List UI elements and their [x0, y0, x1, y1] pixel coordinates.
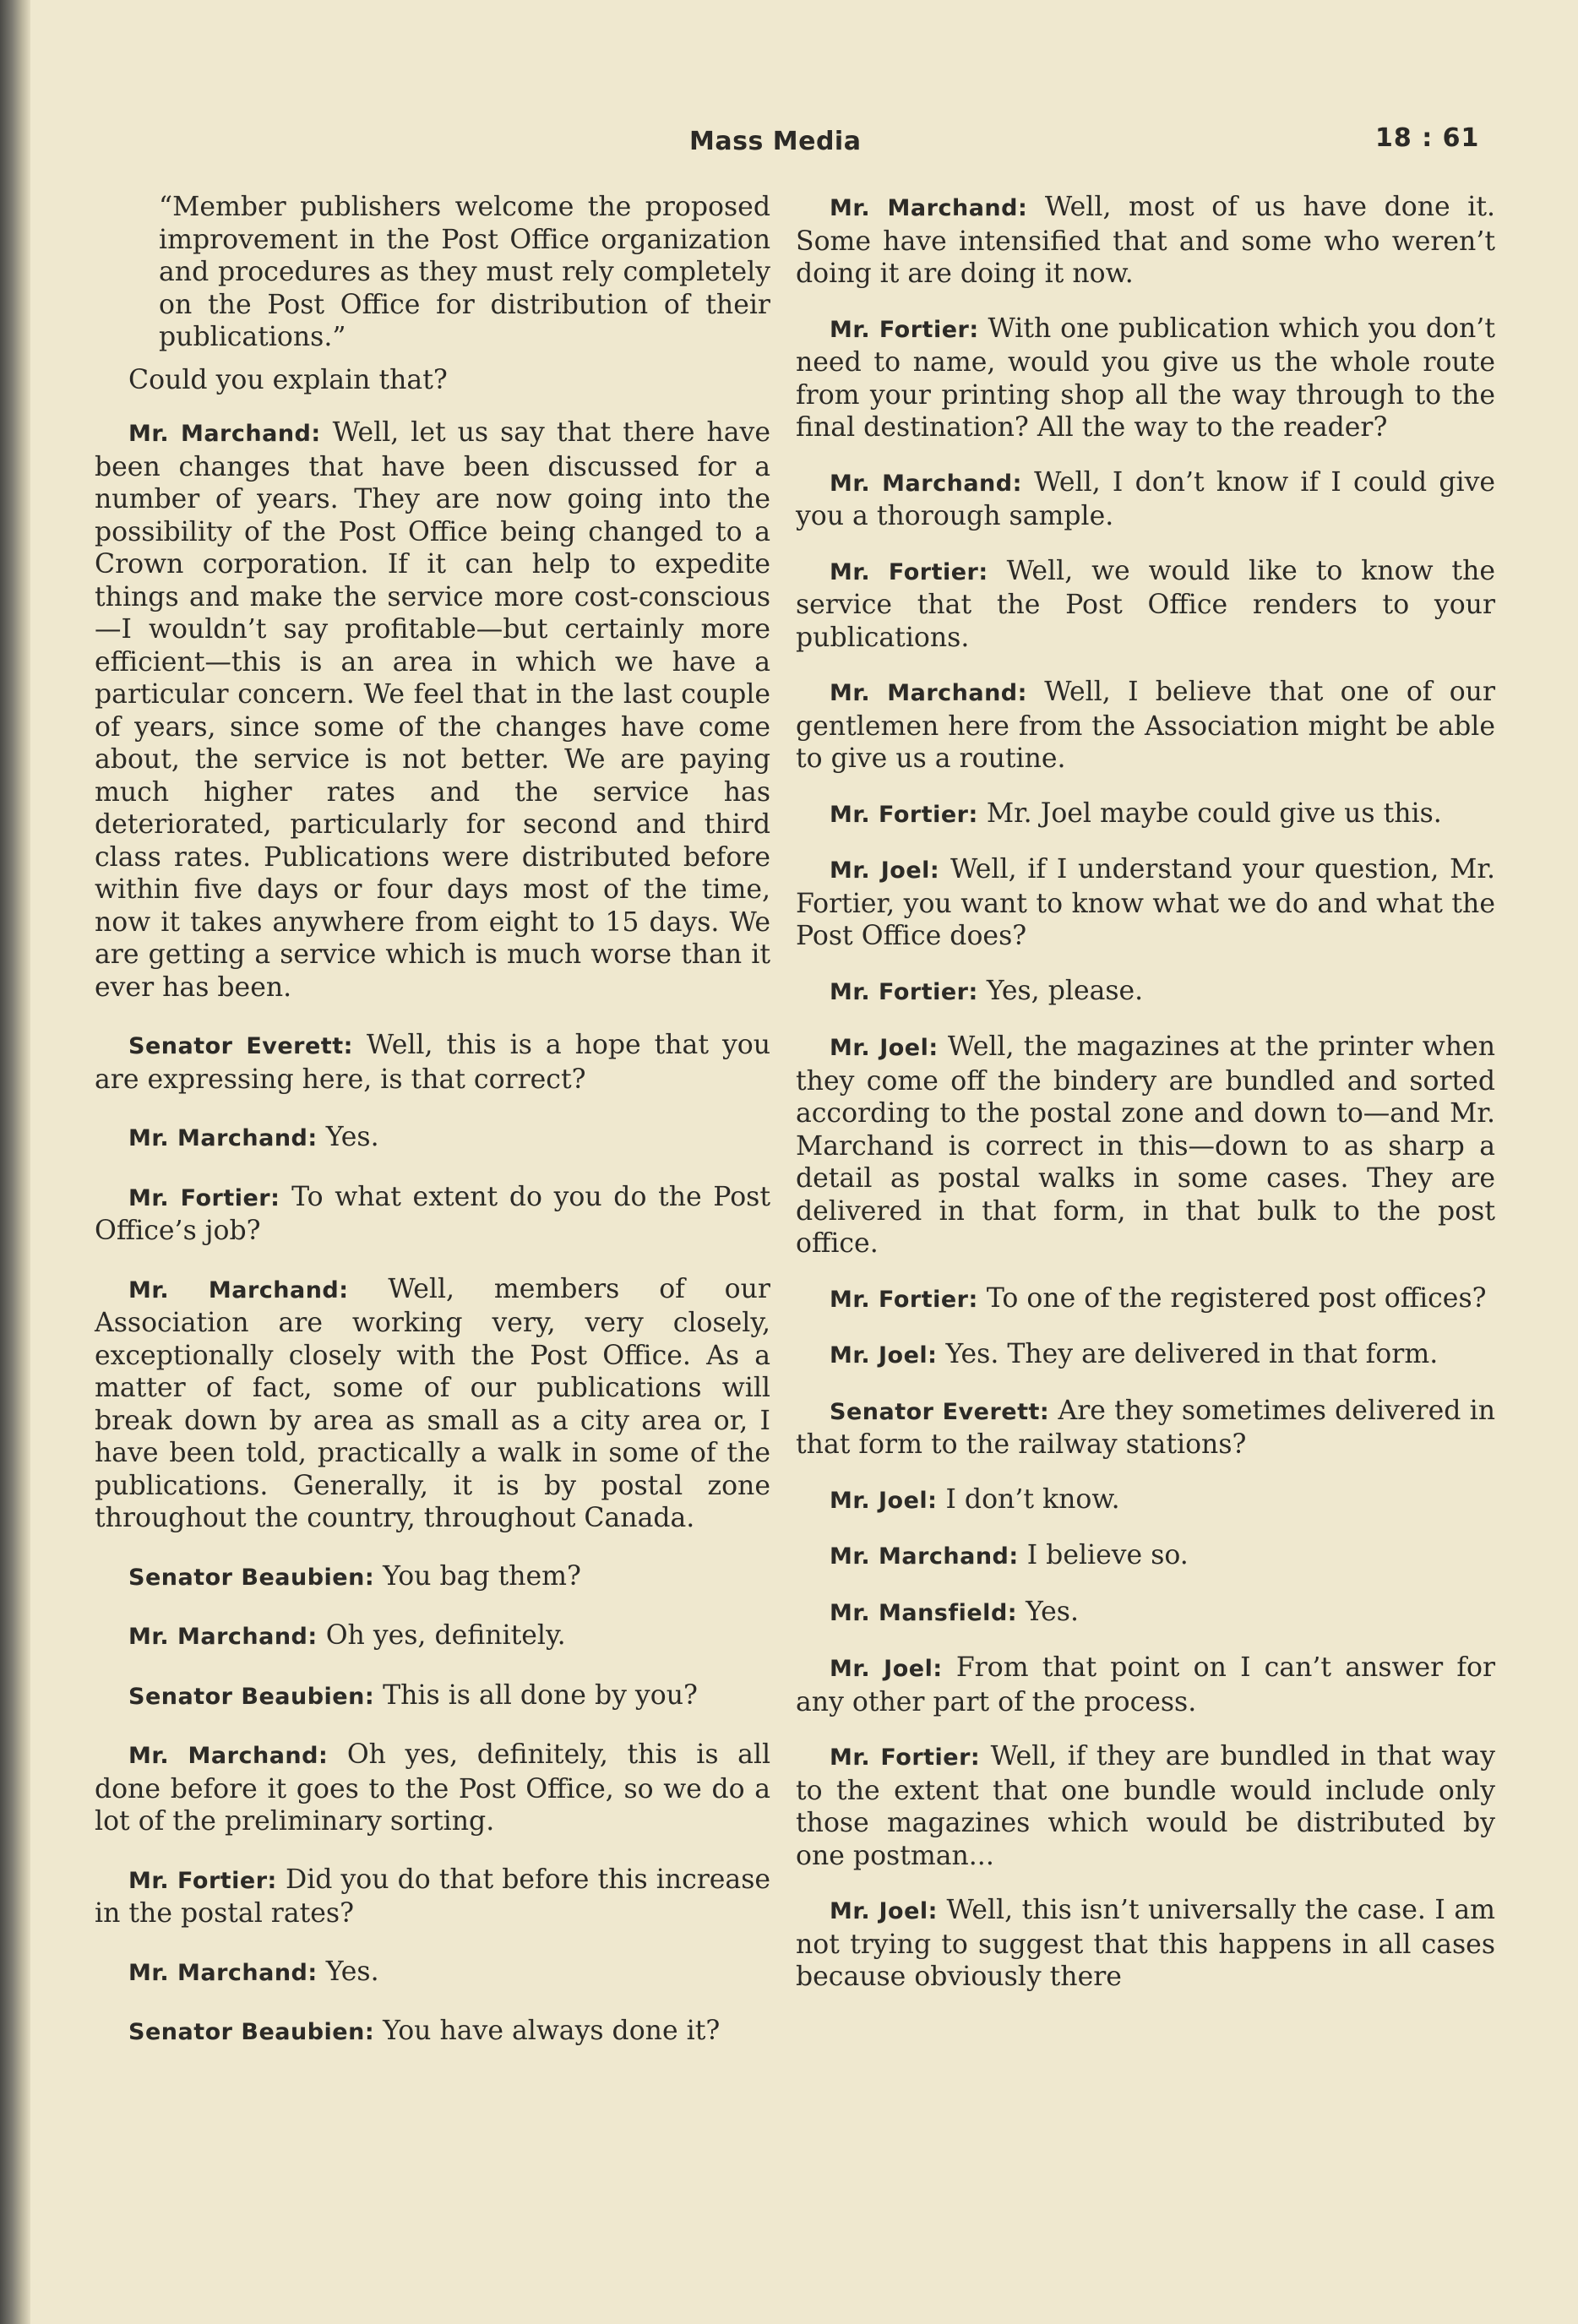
- speaker-name: Mr. Fortier:: [830, 316, 979, 343]
- transcript-paragraph: [796, 1483, 1495, 1518]
- speaker-name: Senator Everett:: [830, 1398, 1050, 1425]
- transcript-paragraph: [796, 555, 1495, 655]
- transcript-paragraph: [796, 797, 1495, 832]
- speaker-name: Mr. Marchand:: [830, 1543, 1019, 1570]
- speaker-name: Senator Beaubien:: [128, 1564, 375, 1591]
- transcript-paragraph: [796, 1282, 1495, 1317]
- transcript-paragraph: [796, 1894, 1495, 1994]
- speech-text: To what extent do you do the Post Office’s job?: [95, 1181, 770, 1246]
- speech-text: To one of the registered post offices?: [986, 1282, 1487, 1314]
- transcript-paragraph: [796, 1395, 1495, 1461]
- speaker-name: Mr. Marchand:: [830, 470, 1022, 497]
- speaker-name: Mr. Marchand:: [128, 1276, 349, 1304]
- speaker-name: Mr. Fortier:: [830, 801, 978, 828]
- passage-text: Could you explain that?: [128, 364, 448, 395]
- page-binding-shadow: [0, 0, 30, 2324]
- speaker-name: Senator Everett:: [128, 1033, 353, 1059]
- speaker-name: Mr. Joel:: [830, 1487, 938, 1514]
- speech-text: Yes.: [1026, 1596, 1079, 1627]
- speaker-name: Mr. Mansfield:: [830, 1599, 1018, 1626]
- speech-text: Yes.: [325, 1122, 379, 1152]
- transcript-paragraph: [95, 1029, 770, 1096]
- speaker-name: Mr. Marchand:: [128, 1743, 329, 1769]
- transcript-paragraph: [796, 466, 1495, 533]
- transcript-paragraph: [95, 1679, 770, 1714]
- speech-text: Well, this isn’t universally the case. I am not trying to suggest that this happens in all cases because obviously there: [796, 1895, 1495, 1992]
- transcript-paragraph: [796, 975, 1495, 1010]
- transcript-paragraph: [796, 191, 1495, 291]
- speaker-name: Mr. Marchand:: [128, 421, 321, 447]
- transcript-paragraph: [95, 1956, 770, 1990]
- speech-text: Yes, please.: [986, 975, 1144, 1006]
- speech-text: I don’t know.: [945, 1483, 1120, 1515]
- speaker-name: Mr. Fortier:: [128, 1867, 277, 1894]
- speaker-name: Mr. Fortier:: [830, 558, 988, 585]
- transcript-paragraph: [95, 1619, 770, 1654]
- transcript-paragraph: [796, 1652, 1495, 1718]
- speaker-name: Mr. Marchand:: [830, 680, 1027, 706]
- transcript-paragraph: [95, 416, 770, 1004]
- transcript-paragraph: [95, 1121, 770, 1156]
- speech-text: Yes. They are delivered in that form.: [945, 1339, 1439, 1369]
- speech-text: Well, the magazines at the printer when they come off the bindery are bundled and sorted according to the postal zone and down to—and Mr. Marchand is correct in this—down to as sharp a detail as postal walks in some cases. They are delivered in that form, in that bulk to the post office.: [796, 1031, 1495, 1259]
- speaker-name: Mr. Marchand:: [128, 1624, 318, 1650]
- speaker-name: Senator Beaubien:: [128, 2019, 375, 2045]
- transcript-paragraph: [796, 1539, 1495, 1574]
- speech-text: Well, I believe that one of our gentlemen here from the Association might be able to give us a routine.: [796, 677, 1496, 774]
- speech-text: Well, I don’t know if I could give you a thorough sample.: [796, 466, 1496, 531]
- transcript-paragraph: [95, 1864, 770, 1930]
- transcript-paragraph: [95, 1181, 770, 1248]
- speech-text: This is all done by you?: [383, 1679, 698, 1711]
- page-number: 18 : 61: [1375, 123, 1480, 153]
- speech-text: Yes.: [325, 1956, 379, 1987]
- running-title: Mass Media: [689, 127, 862, 156]
- speech-text: Well, we would like to know the service that the Post Office renders to your publications.: [796, 555, 1496, 653]
- speech-text: Oh yes, definitely.: [325, 1620, 566, 1651]
- speech-text: Did you do that before this increase in the postal rates?: [95, 1864, 771, 1929]
- page-header: [0, 117, 1578, 167]
- speaker-name: Mr. Joel:: [830, 1898, 938, 1924]
- speech-text: You have always done it?: [383, 2016, 721, 2046]
- left-column: [95, 191, 770, 2075]
- passage-text: “Member publishers welcome the proposed improvement in the Post Office organization and procedures as they must rely completely on the Post Office for distribution of their publications.”: [159, 192, 770, 352]
- speech-text: Well, if they are bundled in that way to the extent that one bundle would include only those magazines which would be distributed by one postman...: [796, 1741, 1495, 1871]
- speech-text: Mr. Joel maybe could give us this.: [986, 797, 1442, 829]
- transcript-paragraph: [796, 853, 1495, 953]
- speaker-name: Mr. Fortier:: [830, 1286, 978, 1313]
- speaker-name: Mr. Joel:: [830, 1656, 943, 1682]
- speaker-name: Mr. Marchand:: [128, 1959, 318, 1986]
- speaker-name: Senator Beaubien:: [128, 1683, 375, 1710]
- speaker-name: Mr. Fortier:: [830, 1744, 981, 1771]
- transcript-paragraph: [95, 1739, 770, 1838]
- transcript-paragraph: [796, 1740, 1495, 1872]
- transcript-paragraph: [796, 676, 1495, 776]
- speech-text: From that point on I can’t answer for any other part of the process.: [796, 1652, 1496, 1717]
- speaker-name: Mr. Fortier:: [830, 978, 978, 1005]
- speech-text: Well, let us say that there have been changes that have been discussed for a number of years. They are now going into the possibility of the Post Office being changed to a Crown corporation. If it can help to expedite things and make the service more cost-conscious—I wouldn’t say profitable—but certainly more efficient—this is an area in which we have a particular concern. We feel that in the last couple of years, since some of the changes have come about, the service is not better. We are paying much higher rates and the service has deteriorated, particularly for second and third class rates. Publications were distributed before within five days or four days most of the time, now it takes anywhere from eight to 15 days. We are getting a service which is much worse than it ever has been.: [95, 417, 770, 1003]
- speech-text: Well, if I understand your question, Mr. Fortier, you want to know what we do and what the Post Office does?: [796, 854, 1496, 951]
- quoted-passage: [95, 191, 770, 354]
- transcript-paragraph: [95, 1560, 770, 1595]
- speaker-name: Mr. Fortier:: [128, 1184, 280, 1211]
- speech-text: Well, members of our Association are working very, very closely, exceptionally closely with the Post Office. As a matter of fact, some of our publications will break down by area as small as a city area or, I have been told, practically a walk in some of the publications. Generally, it is by postal zone throughout the country, throughout Canada.: [95, 1273, 770, 1533]
- speaker-name: Mr. Marchand:: [128, 1125, 318, 1151]
- transcript-paragraph: [95, 2015, 770, 2049]
- question-paragraph: [95, 364, 770, 397]
- speech-text: Oh yes, definitely, this is all done before it goes to the Post Office, so we do a lot of the preliminary sorting.: [95, 1739, 771, 1837]
- transcript-paragraph: [796, 1338, 1495, 1373]
- speech-text: I believe so.: [1026, 1540, 1189, 1570]
- speech-text: Are they sometimes delivered in that form to the railway stations?: [796, 1395, 1496, 1460]
- transcript-paragraph: [95, 1273, 770, 1535]
- speaker-name: Mr. Joel:: [830, 1342, 938, 1369]
- speech-text: You bag them?: [383, 1560, 581, 1592]
- transcript-paragraph: [796, 1031, 1495, 1260]
- speech-text: Well, this is a hope that you are expressing here, is that correct?: [95, 1030, 770, 1095]
- transcript-paragraph: [796, 1596, 1495, 1630]
- transcript-paragraph: [796, 313, 1495, 444]
- speech-text: Well, most of us have done it. Some have intensified that and some who weren’t doing it are doing it now.: [796, 192, 1496, 289]
- right-column: [796, 191, 1495, 2016]
- speech-text: With one publication which you don’t need to name, would you give us the whole route from your printing shop all the way through to the final destination? All the way to the reader?: [796, 313, 1495, 443]
- speaker-name: Mr. Marchand:: [830, 195, 1028, 221]
- speaker-name: Mr. Joel:: [830, 857, 940, 884]
- speaker-name: Mr. Joel:: [830, 1035, 939, 1061]
